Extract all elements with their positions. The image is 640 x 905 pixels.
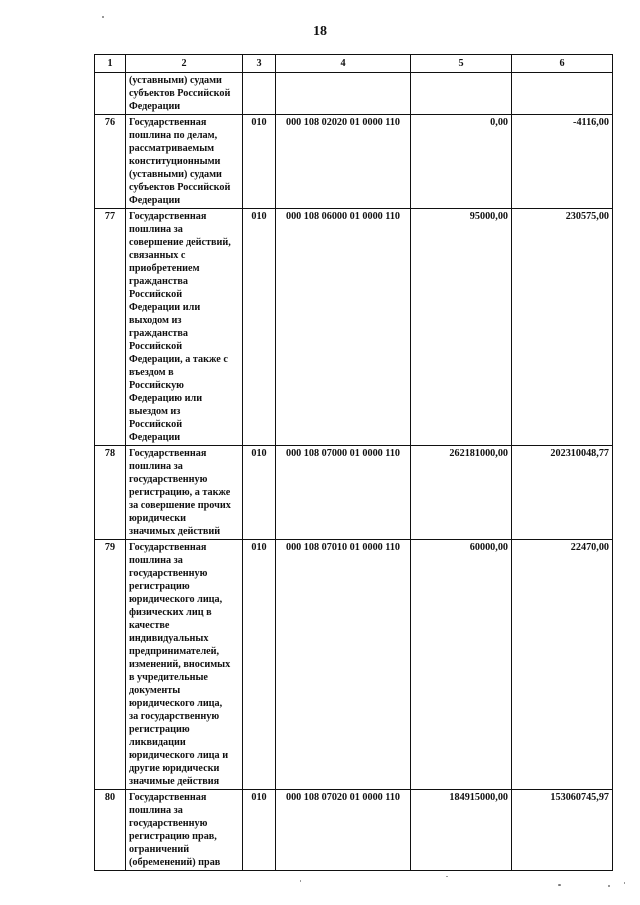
row-number: 80 (95, 790, 126, 871)
scan-speck (558, 884, 561, 886)
row-planned: 262181000,00 (411, 446, 512, 540)
row-number: 76 (95, 115, 126, 209)
row-budget-code: 000 108 07000 01 0000 110 (276, 446, 411, 540)
column-header-6: 6 (512, 55, 613, 73)
row-budget-code: 000 108 07020 01 0000 110 (276, 790, 411, 871)
row-actual: 22470,00 (512, 540, 613, 790)
column-header-1: 1 (95, 55, 126, 73)
row-name: Государственная пошлина за государственную регистрацию юридического лица, физических лиц в качестве индивидуальных предпринимателей, изменений, вносимых в учредительные документы юридического лица, за государственную регистрацию ликвидации юридического лица и другие юридически значимые действия (126, 540, 243, 790)
row-budget-code (276, 73, 411, 115)
table-row (95, 446, 613, 540)
column-header-4: 4 (276, 55, 411, 73)
row-actual (512, 73, 613, 115)
row-admin-code: 010 (243, 790, 276, 871)
row-actual: 202310048,77 (512, 446, 613, 540)
row-planned: 184915000,00 (411, 790, 512, 871)
scan-speck (102, 16, 104, 18)
row-planned (411, 73, 512, 115)
row-admin-code: 010 (243, 446, 276, 540)
column-header-5: 5 (411, 55, 512, 73)
row-actual: 230575,00 (512, 209, 613, 446)
header-row (95, 55, 613, 73)
row-number: 78 (95, 446, 126, 540)
row-actual: -4116,00 (512, 115, 613, 209)
row-admin-code: 010 (243, 209, 276, 446)
table-row (95, 115, 613, 209)
row-admin-code: 010 (243, 540, 276, 790)
row-number (95, 73, 126, 115)
scan-speck (446, 876, 448, 877)
row-name: Государственная пошлина за совершение действий, связанных с приобретением гражданства Российской Федерации или выходом из гражданства Российской Федерации, а также с въездом в Российскую Федерацию или выездом из Российской Федерации (126, 209, 243, 446)
row-name: Государственная пошлина за государственную регистрацию прав, ограничений (обременений) прав (126, 790, 243, 871)
row-name: (уставными) судами субъектов Российской Федерации (126, 73, 243, 115)
table-row-continuation (95, 73, 613, 115)
table-row (95, 790, 613, 871)
row-planned: 60000,00 (411, 540, 512, 790)
row-budget-code: 000 108 07010 01 0000 110 (276, 540, 411, 790)
column-header-3: 3 (243, 55, 276, 73)
row-name: Государственная пошлина по делам, рассматриваемым конституционными (уставными) судами субъектов Российской Федерации (126, 115, 243, 209)
row-number: 79 (95, 540, 126, 790)
row-number: 77 (95, 209, 126, 446)
row-admin-code (243, 73, 276, 115)
row-budget-code: 000 108 02020 01 0000 110 (276, 115, 411, 209)
row-actual: 153060745,97 (512, 790, 613, 871)
revenue-table (94, 54, 613, 871)
table-row (95, 209, 613, 446)
column-header-2: 2 (126, 55, 243, 73)
row-name: Государственная пошлина за государственную регистрацию, а также за совершение прочих юридически значимых действий (126, 446, 243, 540)
row-budget-code: 000 108 06000 01 0000 110 (276, 209, 411, 446)
row-planned: 95000,00 (411, 209, 512, 446)
scan-speck (608, 885, 610, 887)
scan-speck (300, 880, 301, 882)
row-admin-code: 010 (243, 115, 276, 209)
row-planned: 0,00 (411, 115, 512, 209)
page-number: 18 (313, 24, 327, 39)
table-row (95, 540, 613, 790)
scan-speck (624, 882, 625, 884)
